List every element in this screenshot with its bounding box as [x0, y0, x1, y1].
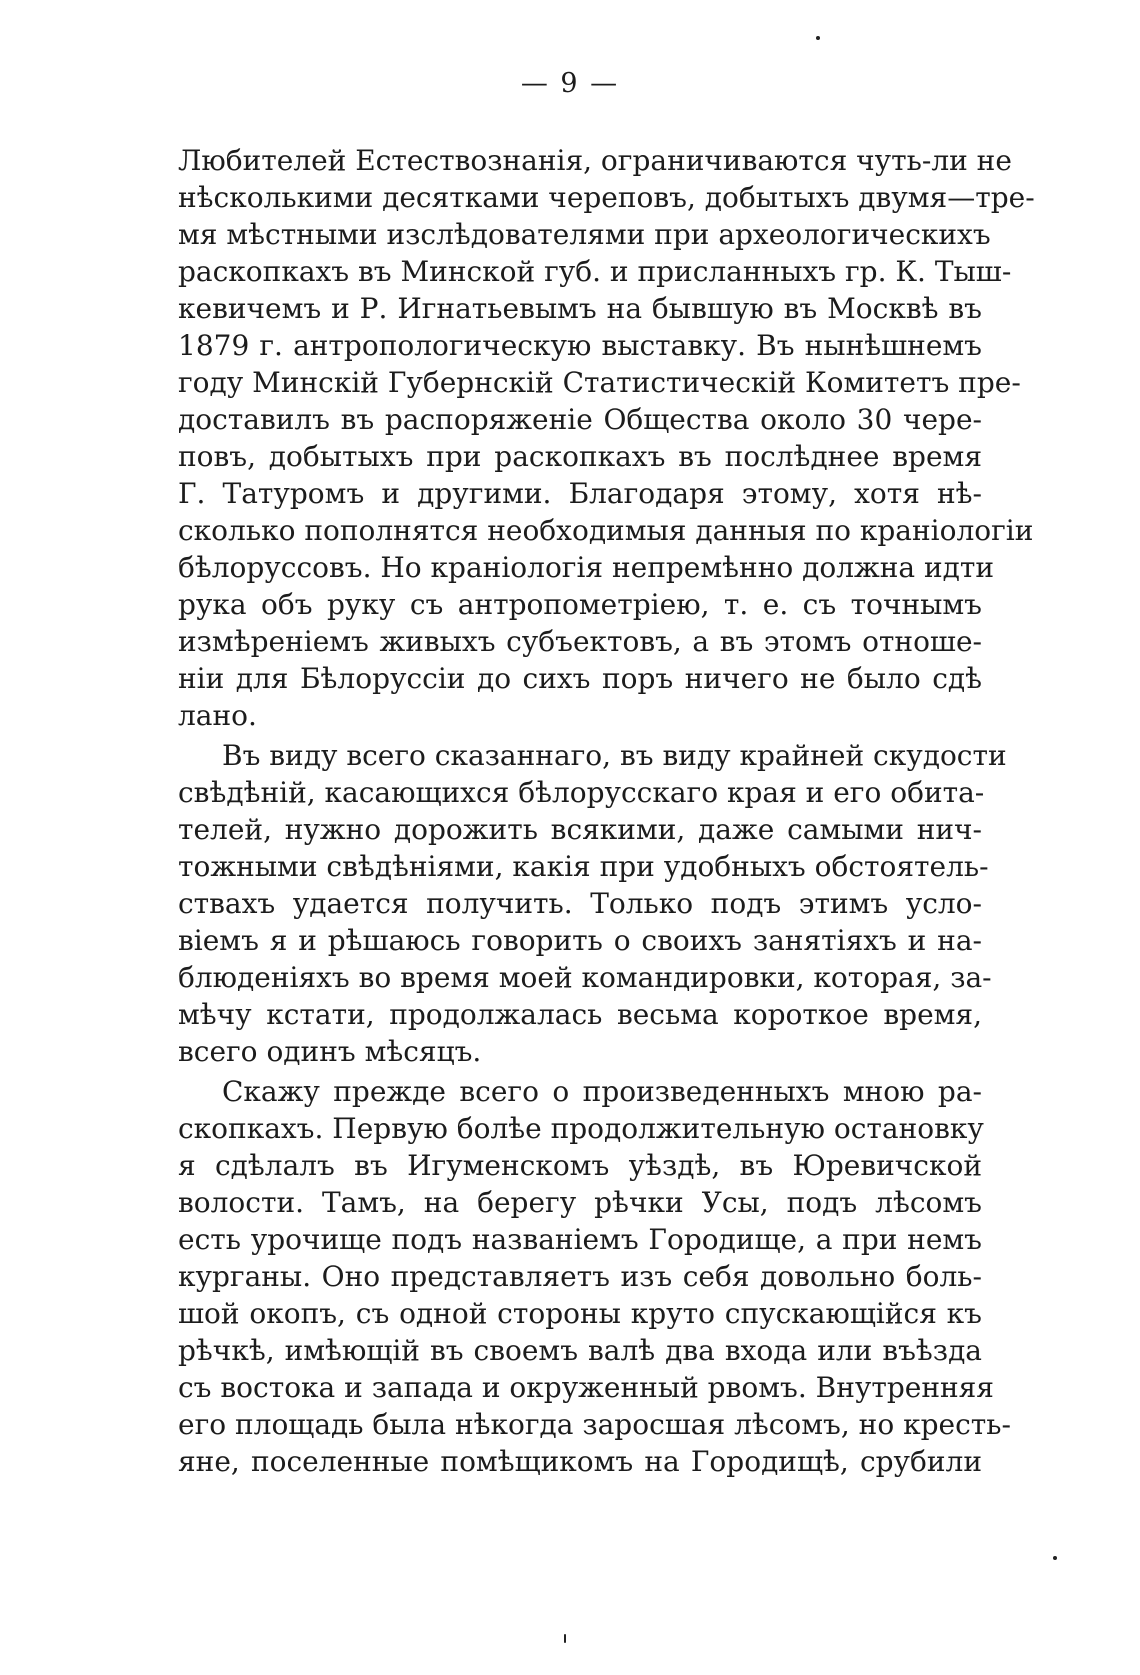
text-line: лано.: [178, 699, 257, 732]
text-line: кевичемъ и Р. Игнатьевымъ на бывшую въ Москвѣ въ: [178, 292, 982, 325]
text-line: рѣчкѣ, имѣющій въ своемъ валѣ два входа или въѣзда: [178, 1334, 982, 1367]
text-line: Любителей Естествознанія, ограничиваются чуть-ли не: [178, 144, 1012, 177]
text-line: віемъ я и рѣшаюсь говорить о своихъ занятіяхъ и на-: [178, 924, 982, 957]
paragraph: [178, 1073, 1011, 1480]
text-line: раскопкахъ въ Минской губ. и присланныхъ гр. К. Тыш-: [178, 255, 1012, 288]
text-line: скопкахъ. Первую болѣе продолжительную остановку: [178, 1112, 984, 1145]
text-line: 1879 г. антропологическую выставку. Въ нынѣшнемъ: [178, 329, 982, 362]
text-line: Г. Татуромъ и другими. Благодаря этому, хотя нѣ-: [178, 477, 982, 510]
scan-speck: [816, 36, 820, 40]
text-line: есть урочище подъ названіемъ Городище, а при немъ: [178, 1223, 982, 1256]
text-line: ствахъ удается получить. Только подъ этимъ усло-: [178, 887, 982, 920]
text-line: тожными свѣдѣніями, какія при удобныхъ обстоятель-: [178, 850, 989, 883]
text-line: шой окопъ, съ одной стороны круто спускающійся къ: [178, 1297, 982, 1330]
text-line: курганы. Оно представляетъ изъ себя довольно боль-: [178, 1260, 982, 1293]
paragraph: [178, 737, 1007, 1070]
text-line: телей, нужно дорожить всякими, даже самыми нич-: [178, 813, 982, 846]
text-line: измѣреніемъ живыхъ субъектовъ, а въ этомъ отноше-: [178, 625, 982, 658]
text-line: Скажу прежде всего о произведенныхъ мною ра-: [222, 1075, 982, 1108]
text-line: ніи для Бѣлоруссіи до сихъ поръ ничего не было сдѣ: [178, 662, 982, 695]
text-line: мѣчу кстати, продолжалась весьма короткое время,: [178, 998, 982, 1031]
text-line: Въ виду всего сказаннаго, въ виду крайней скудости: [222, 739, 1007, 772]
text-line: блюденіяхъ во время моей командировки, которая, за-: [178, 961, 992, 994]
text-line: всего одинъ мѣсяцъ.: [178, 1035, 482, 1068]
scan-speck: [1053, 1556, 1057, 1560]
paragraph: [178, 142, 1035, 734]
text-line: рука объ руку съ антропометріею, т. е. съ точнымъ: [178, 588, 982, 621]
text-line: сколько пополнятся необходимыя данныя по краніологіи: [178, 514, 1034, 547]
text-line: я сдѣлалъ въ Игуменскомъ уѣздѣ, въ Юревичской: [178, 1149, 982, 1182]
scan-speck: [564, 1634, 566, 1643]
text-line: волости. Тамъ, на берегу рѣчки Усы, подъ лѣсомъ: [178, 1186, 982, 1219]
text-line: нѣсколькими десятками череповъ, добытыхъ двумя—тре-: [178, 181, 1035, 214]
text-line: повъ, добытыхъ при раскопкахъ въ послѣднее время: [178, 440, 982, 473]
text-line: бѣлоруссовъ. Но краніологія непремѣнно должна идти: [178, 551, 995, 584]
text-line: его площадь была нѣкогда заросшая лѣсомъ, но кресть-: [178, 1408, 1011, 1441]
text-line: свѣдѣній, касающихся бѣлорусскаго края и его обита-: [178, 776, 985, 809]
page-number: — 9 —: [520, 68, 620, 99]
text-line: мя мѣстными изслѣдователями при археологическихъ: [178, 218, 991, 251]
text-block: [178, 142, 1035, 1480]
text-line: доставилъ въ распоряженіе Общества около 30 чере-: [178, 403, 982, 436]
text-line: съ востока и запада и окруженный рвомъ. Внутренняя: [178, 1371, 994, 1404]
text-line: году Минскій Губернскій Статистическій Комитетъ пре-: [178, 366, 1021, 399]
text-line: яне, поселенные помѣщикомъ на Городищѣ, срубили: [178, 1445, 982, 1478]
